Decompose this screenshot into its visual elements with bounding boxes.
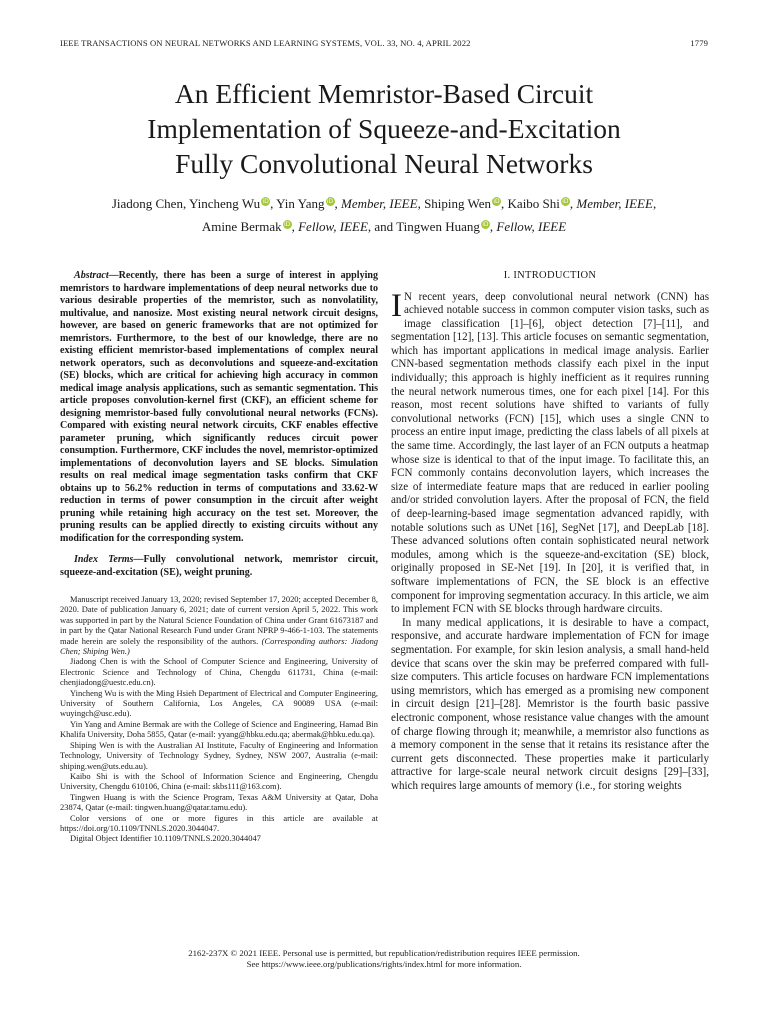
intro-paragraph-1-text: N recent years, deep convolutional neural network (CNN) has achieved notable success in common computer vision tasks, such as image classification [1]–[6], object detection [7]–[11], and segmentation [12], [13]. This article focuses on semantic segmentation, which has important applications in medical image analysis. Earlier CNN-based segmentation methods classify each pixel in the input individually; this approach is highly inefficient as it requires running the neural network numerous times, one for each pixel [14]. For this reason, most recent solutions have shifted to variants of fully convolutional networks (FCN) [15], which uses a single CNN to process an entire input image, predicting the class labels of all pixels at the same time. Accordingly, the last layer of an FCN outputs a heatmap whose size is identical to that of the input image. To facilitate this, an FCN commonly contains deconvolution layers, which increases the size of intermediate feature maps that are reduced in earlier pooling and/or strided convolution layers. After the proposal of FCN, the field of deep-learning-based image segmentation advanced rapidly, with notable solutions such as UNet [16], SegNet [17], and DeepLab [18]. These advanced solutions often contain sophisticated neural network modules, among which is the squeeze-and-excitation (SE) block, originally proposed in SE-Net [19]. In [20], it is verified that, in software implementations of FCN, the SE block is an effective component for improving segmentation accuracy. In this article, we aim to implement FCN with SE blocks through hardware circuits. xyxy=(391,290,710,616)
abstract-text: Recently, there has been a surge of interest in applying memristors to hardware implementations of deep neural networks due to various desirable properties of the memristor, such as nonvolatility, multivalue, and nanosize. Most existing neural network circuit designs, however, are based on generic frameworks that are not optimized for memristors. Furthermore, to the best of our knowledge, there are no existing efficient memristor-based implementations of complex neural network operators, such as deconvolutions and squeeze-and-excitation (SE) blocks, which are critical for achieving high accuracy in common medical image analysis applications, such as semantic segmentation. This article proposes convolution-kernel first (CKF), an efficient scheme for designing memristor-based fully convolutional neural networks (FCNs). Compared with existing neural network circuits, CKF enables effective parameter pruning, which significantly reduces circuit power consumption. Furthermore, CKF includes the novel, memristor-optimized implementations of deconvolution layers and SE blocks. Simulation results on real medical image segmentation tasks confirm that CKF obtains up to 56.2% reduction in terms of computations and 33.62-W reduction in terms of power consumption in the circuit after weight pruning while retaining high accuracy on the test set. Moreover, the pruning results can be applied directly to existing circuits without any modification for the corresponding system. xyxy=(60,270,378,544)
footnote-manuscript-text: Manuscript received January 13, 2020; revised September 17, 2020; accepted December 8, 2020. Date of publication January 6, 2021; date of current version April 5, 2022. This work was supported in part by the Natural Science Foundation of China under Grant 61673187 and in part by the Qatar National Research Fund under Grant NPRP 9-466-1-103. The statements made herein are solely the responsibility of the authors. xyxy=(60,594,378,646)
left-column xyxy=(60,270,378,844)
footnote-huang: Tingwen Huang is with the Science Program, Texas A&M University at Qatar, Doha 23874, Qatar (e-mail: tingwen.huang@qatar.tamu.edu). xyxy=(60,791,378,813)
author-line-2 xyxy=(60,215,708,238)
footnote-chen: Jiadong Chen is with the School of Computer Science and Engineering, University of Electronic Science and Technology of China, Chengdu 611731, China (e-mail: chenjiadong@uestc.edu.cn). xyxy=(60,656,378,688)
author-bermak-role: Fellow, IEEE xyxy=(298,219,368,234)
author-yang-role: Member, IEEE xyxy=(341,196,418,211)
intro-paragraph-2: In many medical applications, it is desirable to have a compact, responsive, and accurate hardware implementation of FCN for image segmentation. For example, for skin lesion analysis, a small hand-held device that scans over the skin may be preferred compared with full-size computers. This article focuses on hardware FCN implementations using memristors, which has emerged as a promising new component in circuit design [21]–[28]. Memristor is the fourth basic passive electronic component, whose resistance value changes with the amount of charge flowing through it; meanwhile, a memristor also functions as a memory component in the sense that it retains its resistance after the current gets disconnected. These properties make it particularly attractive for large-scale neural network circuit designs [29]–[33], which requires large amounts of memory (i.e., for storing weights xyxy=(391,616,709,792)
footnote-wen: Shiping Wen is with the Australian AI Institute, Faculty of Engineering and Information Technology, University of Technology Sydney, Sydney, NSW 2007, Australia (e-mail: shiping.wen@uts.edu.au). xyxy=(60,739,378,771)
footnote-doi[interactable]: Digital Object Identifier 10.1109/TNNLS.2020.3044047 xyxy=(70,833,261,844)
abstract-lead: Abstract— xyxy=(74,270,119,281)
abstract xyxy=(60,270,378,545)
footnote-color[interactable]: Color versions of one or more figures in this article are available at https://doi.org/10.1109/TNNLS.2020.3044047. xyxy=(60,812,378,833)
orcid-icon[interactable]: iD xyxy=(283,220,291,228)
copyright-line-2[interactable]: See https://www.ieee.org/publications/rights/index.html for more information. xyxy=(246,959,522,969)
intro-paragraph-1 xyxy=(391,287,710,617)
section-number: I. xyxy=(503,270,511,281)
index-terms xyxy=(60,554,378,579)
author-yang: Yin Yang xyxy=(276,196,325,211)
drop-cap: I xyxy=(391,287,402,324)
author-wu: Yincheng Wu xyxy=(188,196,261,211)
author-separator: , xyxy=(652,196,657,211)
page-number: 1779 xyxy=(690,38,708,48)
footnote-yang: Yin Yang and Amine Bermak are with the College of Science and Engineering, Hamad Bin Khalifa University, Doha 5855, Qatar (e-mail: yyang@hbku.edu.qa; abermak@hbku.edu.qa). xyxy=(60,718,378,740)
author-line-1 xyxy=(60,192,708,215)
index-terms-lead: Index Terms— xyxy=(74,554,144,565)
section-heading-introduction xyxy=(391,270,709,283)
section-title: INTRODUCTION xyxy=(513,270,597,281)
footnotes xyxy=(60,594,378,844)
orcid-icon[interactable]: iD xyxy=(326,197,334,205)
author-huang: Tingwen Huang xyxy=(396,219,480,234)
orcid-icon[interactable]: iD xyxy=(262,197,269,205)
author-bermak: Amine Bermak xyxy=(201,219,282,234)
author-separator: , xyxy=(501,196,505,211)
title-line-1: An Efficient Memristor-Based Circuit xyxy=(174,78,594,109)
author-separator: , xyxy=(334,196,342,211)
footnote-shi: Kaibo Shi is with the School of Information Science and Engineering, Chengdu University, Chengdu 610106, China (e-mail: skbs111@163.com). xyxy=(60,770,378,792)
orcid-icon[interactable]: iD xyxy=(482,220,489,228)
author-separator: , xyxy=(270,196,274,211)
author-shi: Kaibo Shi xyxy=(507,196,560,211)
author-separator: , xyxy=(569,196,577,211)
index-terms-text: Fully convolutional network, memristor circuit, squeeze-and-excitation (SE), weight pruning. xyxy=(60,554,378,578)
copyright-notice xyxy=(60,948,708,970)
orcid-icon[interactable]: iD xyxy=(493,197,500,205)
journal-name: IEEE TRANSACTIONS ON NEURAL NETWORKS AND LEARNING SYSTEMS, VOL. 33, NO. 4, APRIL 2022 xyxy=(60,38,471,48)
author-shi-role: Member, IEEE xyxy=(576,196,653,211)
copyright-line-1: 2162-237X © 2021 IEEE. Personal use is permitted, but republication/redistribution requires IEEE permission. xyxy=(188,948,580,958)
title-line-2: Implementation of Squeeze-and-Excitation xyxy=(147,113,621,144)
author-separator: , xyxy=(417,196,421,211)
author-separator: , and xyxy=(367,219,394,234)
author-separator: , xyxy=(291,219,299,234)
footnote-wu: Yincheng Wu is with the Ming Hsieh Department of Electrical and Computer Engineering, University of Southern California, Los Angeles, CA 90089 USA (e-mail: wuyingch@usc.edu). xyxy=(60,687,378,719)
author-huang-role: Fellow, IEEE xyxy=(496,219,567,234)
orcid-icon[interactable]: iD xyxy=(562,197,569,205)
corresponding-authors: (Corresponding authors: Jiadong Chen; Shiping Wen.) xyxy=(60,635,379,657)
author-list xyxy=(60,192,708,238)
paper-title xyxy=(60,76,708,181)
author-chen: Jiadong Chen, xyxy=(111,196,187,211)
footnote-manuscript xyxy=(60,594,378,656)
right-column xyxy=(391,270,709,793)
title-line-3: Fully Convolutional Neural Networks xyxy=(175,148,593,179)
author-separator: , xyxy=(489,219,497,234)
author-wen: Shiping Wen xyxy=(424,196,492,211)
